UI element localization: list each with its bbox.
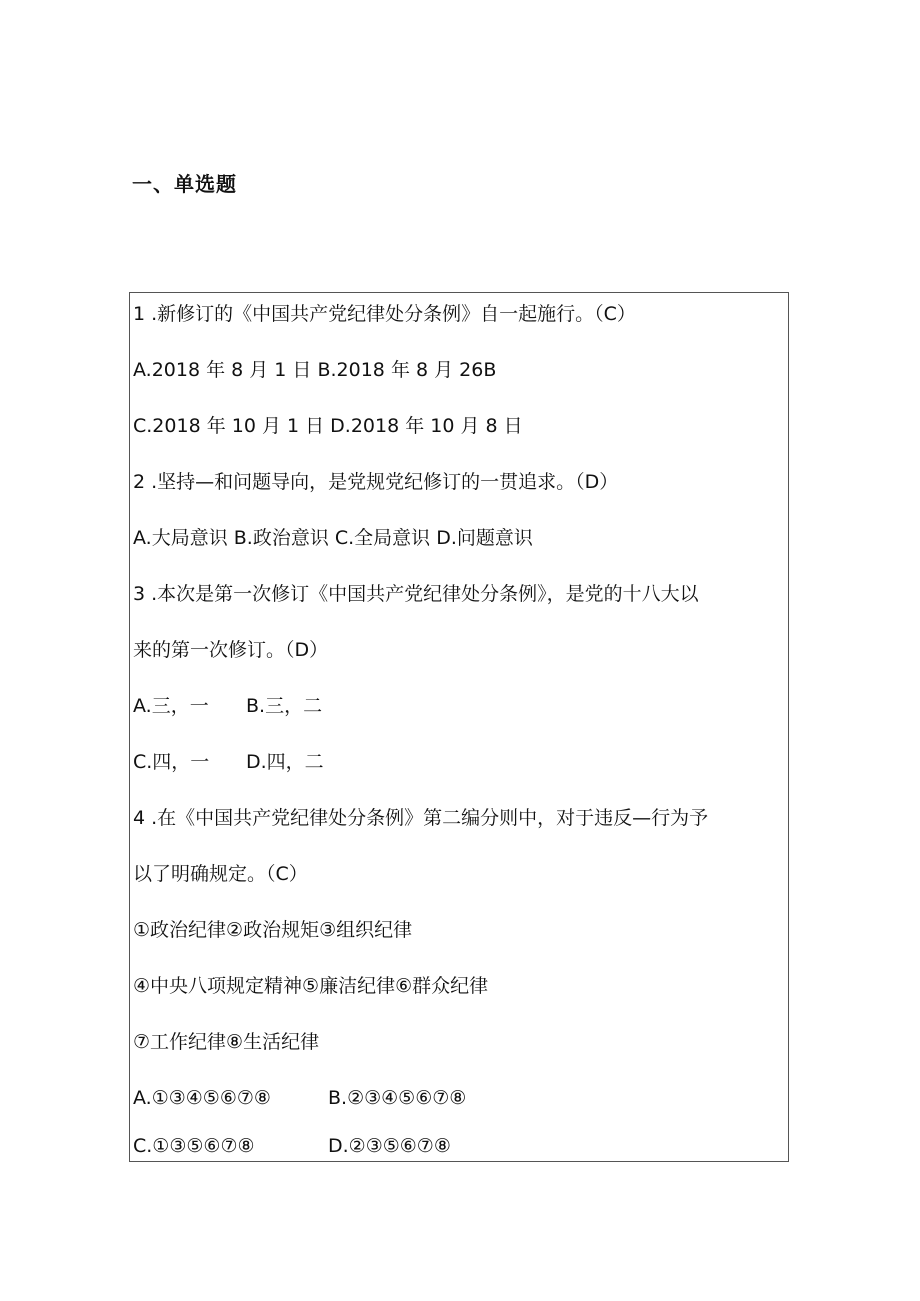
q4-options-row2: [133, 1133, 451, 1159]
q3-options-row1: [133, 693, 323, 719]
q4-option-c: C.①③⑤⑥⑦⑧: [133, 1135, 255, 1157]
q3-option-a: A.三，一: [133, 695, 209, 717]
q2-stem: 2 .坚持—和问题导向，是党规党纪修订的一贯追求。（D）: [133, 471, 619, 493]
q4-items-line3: ⑦工作纪律⑧生活纪律: [133, 1031, 320, 1053]
q4-stem-line2: 以了明确规定。（C）: [133, 863, 308, 885]
q4-options-row1: [133, 1085, 467, 1111]
q4-option-d: D.②③⑤⑥⑦⑧: [328, 1135, 451, 1157]
q3-option-c: C.四，一: [133, 751, 210, 773]
q4-items-line2: ④中央八项规定精神⑤廉洁纪律⑥群众纪律: [133, 975, 489, 997]
section-title: 一、单选题: [132, 172, 237, 196]
q3-options-row2: [133, 749, 324, 775]
q3-stem-line2: 来的第一次修订。（D）: [133, 639, 329, 661]
q4-option-b: B.②③④⑤⑥⑦⑧: [328, 1087, 467, 1109]
q3-stem-line1: 3 .本次是第一次修订《中国共产党纪律处分条例》，是党的十八大以: [133, 583, 699, 605]
q4-option-a: A.①③④⑤⑥⑦⑧: [133, 1087, 271, 1109]
q1-stem: 1 .新修订的《中国共产党纪律处分条例》自一起施行。（C）: [133, 303, 636, 325]
q1-options-line1: A.2018 年 8 月 1 日 B.2018 年 8 月 26B: [133, 359, 497, 381]
q4-stem-line1: 4 .在《中国共产党纪律处分条例》第二编分则中，对于违反—行为予: [133, 807, 709, 829]
q3-option-b: B.三，二: [246, 695, 323, 717]
q4-items-line1: ①政治纪律②政治规矩③组织纪律: [133, 919, 413, 941]
q1-options-line2: C.2018 年 10 月 1 日 D.2018 年 10 月 8 日: [133, 415, 523, 437]
q2-options-line1: A.大局意识 B.政治意识 C.全局意识 D.问题意识: [133, 527, 533, 549]
q3-option-d: D.四，二: [246, 751, 324, 773]
question-box: [129, 292, 789, 1162]
